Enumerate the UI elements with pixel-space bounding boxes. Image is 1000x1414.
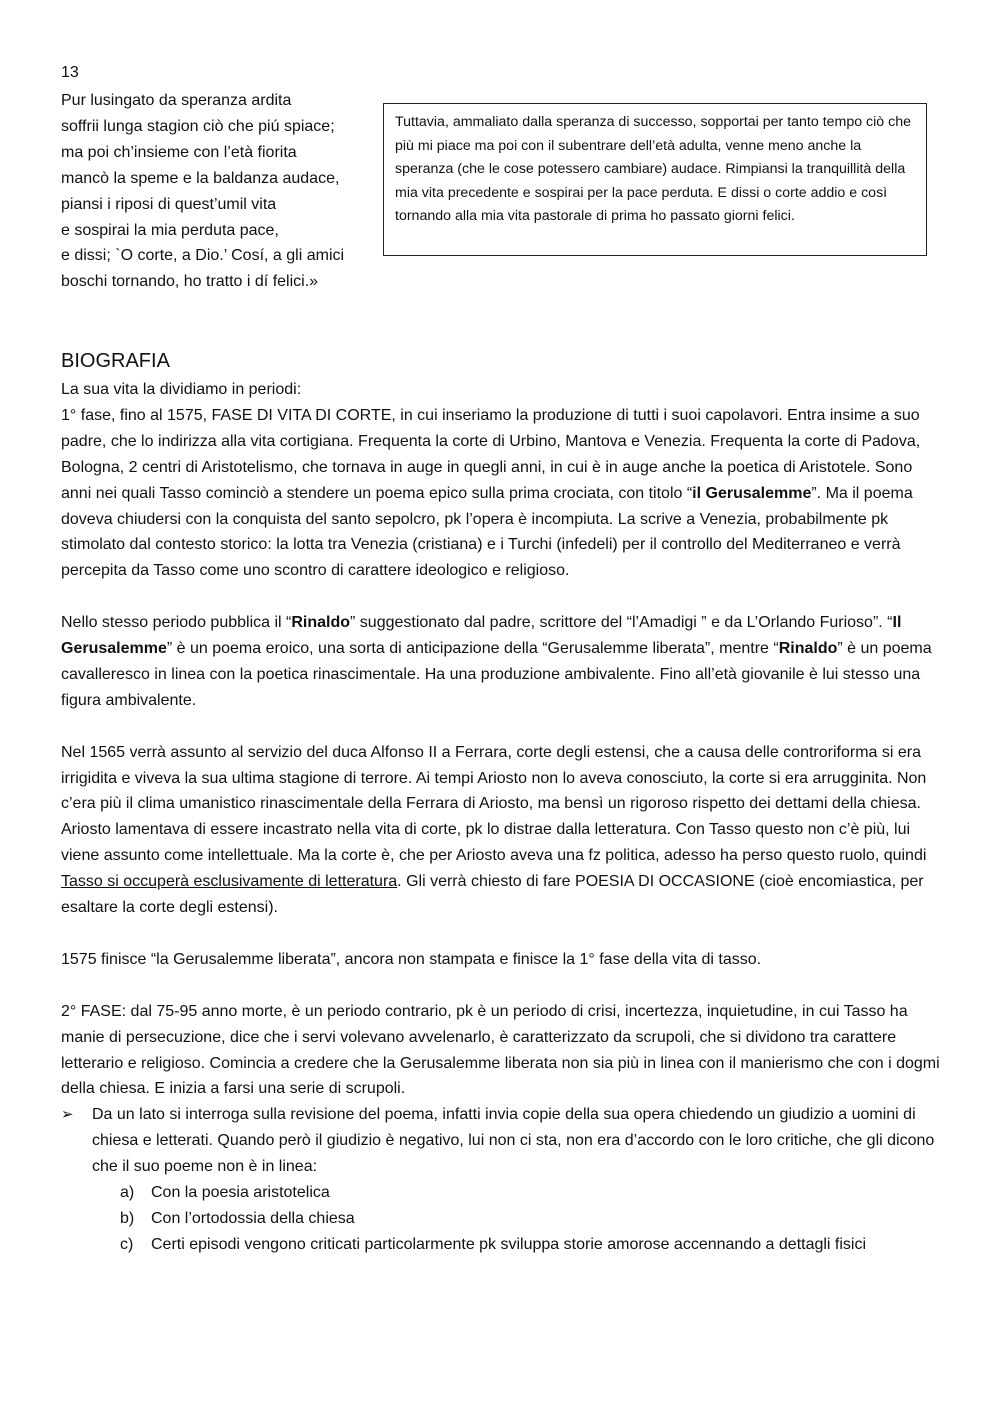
verse-line: mancò la speme e la baldanza audace, <box>61 169 340 187</box>
intro-line: La sua vita la dividiamo in periodi: <box>61 381 302 398</box>
verse-stanza <box>61 88 381 295</box>
bold-title: il Gerusalemme <box>692 484 812 502</box>
list-marker: a) <box>120 1184 135 1202</box>
text-span: ” è un poema eroico, una sorta di anticipazione della “Gerusalemme liberata”, mentre “ <box>166 640 779 658</box>
biography-text <box>61 377 941 1258</box>
verse-line: e dissi; `O corte, a Dio.’ Cosí, a gli amici <box>61 247 345 265</box>
list-marker: b) <box>120 1209 135 1227</box>
text-span: 1° fase, fino al 1575, FASE DI VITA DI CORTE, in cui inseriamo la produzione di tutti i suoi capolavori. Entra insime a suo padre, che lo indirizza alla vita cortigiana. Frequenta la corte di Urbino, Mantova e Venezia. Frequenta la corte di Padova, Bologna, 2 centri di Aristotelismo, che tornava in auge in quegli anni, in cui è in auge anche la poetica di Aristotele. Sono anni nei quali Tasso cominciò a stendere un poema epico sulla prima crociata, con titolo “ <box>61 406 921 502</box>
section-heading: BIOGRAFIA <box>61 350 170 372</box>
verse-line: e sospirai la mia perduta pace, <box>61 221 279 239</box>
underlined-text: Tasso si occuperà esclusivamente di letteratura <box>61 873 398 891</box>
verse-line: boschi tornando, ho tratto i dí felici.» <box>61 273 319 291</box>
bold-title: Rinaldo <box>778 640 838 658</box>
paragraph-gap <box>61 973 941 999</box>
bullet-item <box>61 1102 941 1180</box>
list-item <box>61 1206 941 1232</box>
text-span: ” è un poema cavalleresco in linea con la poetica rinascimentale. Ha una produzione ambivalente. Fino all’età giovanile è lui stesso una figura ambivalente. <box>61 640 932 709</box>
text-span: Nello stesso periodo pubblica il “ <box>61 614 292 632</box>
text-span: Ariosto lamentava di essere incastrato nella vita di corte, pk lo distrae dalla letteratura. Con Tasso questo non c’è più, lui viene assunto come intellettuale. Ma la corte è, che per Ariosto aveva una fz politica, adesso ha perso questo ruolo, quindi <box>61 821 927 865</box>
list-marker: c) <box>120 1235 134 1253</box>
bullet-text: Da un lato si interroga sulla revisione del poema, infatti invia copie della sua opera chiedendo un giudizio a uomini di chiesa e letterati. Quando però il giudizio è negativo, lui non ci sta, non era d’accordo con le loro critiche, che gli dicono che il suo poeme non è in linea: <box>92 1106 935 1176</box>
paragraph-gap <box>61 714 941 740</box>
paragraph-rinaldo <box>61 610 941 714</box>
paragraph-first-phase <box>61 403 941 584</box>
list-item-text: Certi episodi vengono criticati particolarmente pk sviluppa storie amorose accennando a dettagli fisici <box>151 1235 867 1253</box>
bold-title: Rinaldo <box>291 614 351 632</box>
list-item <box>61 1232 941 1258</box>
list-item-text: Con la poesia aristotelica <box>151 1184 330 1202</box>
verse-line: Pur lusingato da speranza ardita <box>61 92 292 109</box>
list-item <box>61 1180 941 1206</box>
verse-line: piansi i riposi di quest’umil vita <box>61 195 277 213</box>
stanza-number: 13 <box>61 64 79 81</box>
paragraph-ariosto <box>61 817 941 921</box>
verse-line: ma poi ch’insieme con l’età fiorita <box>61 143 297 161</box>
paragraph-gap <box>61 921 941 947</box>
paragraph-gap <box>61 584 941 610</box>
verse-line: soffrii lunga stagion ciò che piú spiace; <box>61 117 335 135</box>
text-span: . Gli verrà chiesto di fare POESIA DI OCCASIONE (cioè encomiastica, per esaltare la corte degli estensi). <box>61 873 924 917</box>
list-item-text: Con l’ortodossia della chiesa <box>151 1209 355 1227</box>
text-span: ”. Ma il poema doveva chiudersi con la conquista del santo sepolcro, pk l’opera è incompiuta. La scrive a Venezia, probabilmente pk stimolato dal contesto storico: la lotta tra Venezia (cristiana) e i Turchi (infedeli) per il controllo del Mediterraneo e verrà percepita da Tasso come uno scontro di carattere ideologico e religioso. <box>61 484 913 580</box>
paragraph-1575: 1575 finisce “la Gerusalemme liberata”, ancora non stampata e finisce la 1° fase della vita di tasso. <box>61 950 762 968</box>
paragraph-ferrara: Nel 1565 verrà assunto al servizio del duca Alfonso II a Ferrara, corte degli estensi, che a causa delle controriforma si era irrigidita e viveva la sua ultima stagione di terrore. Ai tempi Ariosto non lo aveva conosciuto, la corte si era arrugginita. Non c’era più il clima umanistico rinascimentale della Ferrara di Ariosto, ma bensì un rigoroso rispetto dei dettami della chiesa. <box>61 743 927 813</box>
bold-title: Il Gerusalemme <box>61 614 902 658</box>
paragraph-second-phase: 2° FASE: dal 75-95 anno morte, è un periodo contrario, pk è un periodo di crisi, incertezza, inquietudine, in cui Tasso ha manie di persecuzione, dice che i servi volevano avvelenarlo, è caratterizzato da scrupoli, che si dividono tra carattere letterario e religioso. Comincia a credere che la Gerusalemme liberata non sia più in linea con il manierismo che con i dogmi della chiesa. E inizia a farsi una serie di scrupoli. <box>61 1002 940 1098</box>
text-span: ” suggestionato dal padre, scrittore del “l’Amadigi ” e da L’Orlando Furioso”. “ <box>350 614 893 632</box>
translation-box: Tuttavia, ammaliato dalla speranza di successo, sopportai per tanto tempo ciò che più mi piace ma poi con il subentrare dell’età adulta, venne meno anche la speranza (che le cose potessero cambiare) audace. Rimpiansi la tranquillità della mia vita precedente e sospirai per la pace perduta. E dissi o corte addio e così tornando alla mia vita pastorale di prima ho passato giorni felici. <box>383 103 927 256</box>
arrow-bullet-icon: ➢ <box>61 1106 74 1124</box>
